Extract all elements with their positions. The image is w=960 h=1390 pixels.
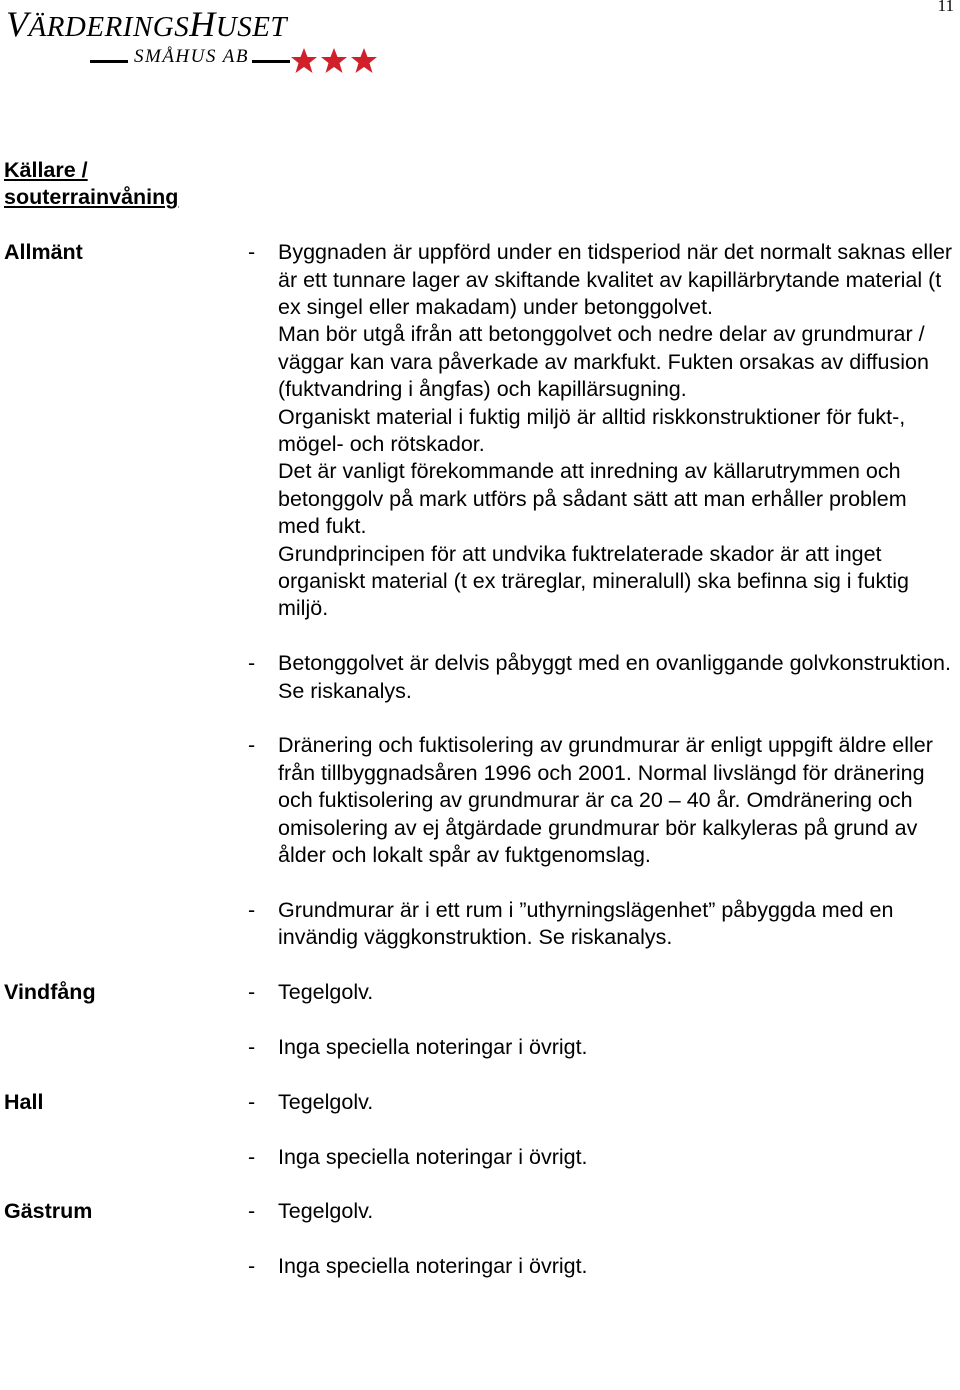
bullet-dash: - [248, 897, 256, 922]
star-icon [351, 48, 377, 73]
list-item [248, 650, 954, 705]
item-text [278, 1144, 588, 1171]
paragraph: Inga speciella noteringar i övrigt. [278, 1144, 588, 1169]
item-text [278, 1034, 588, 1061]
list-item [248, 1144, 954, 1171]
paragraph: Organiskt material i fuktig miljö är alltid riskkonstruktioner för fukt-, mögel- och rötskador. [278, 404, 906, 457]
section-3 [4, 1198, 954, 1280]
bullet-dash: - [248, 980, 256, 1005]
bullet-dash: - [248, 651, 256, 676]
section-heading: Källare / souterrainvåning [4, 158, 179, 210]
list-item [248, 979, 954, 1006]
logo-rule-right [252, 60, 290, 63]
paragraph: Tegelgolv. [278, 1199, 374, 1224]
item-text [278, 650, 954, 705]
section-1 [4, 979, 954, 1061]
item-text [278, 732, 954, 869]
bullet-dash: - [248, 1034, 256, 1059]
company-logo [6, 4, 386, 78]
bullet-dash: - [248, 1144, 256, 1169]
item-text [278, 897, 954, 952]
sections-list [4, 239, 954, 1280]
item-text [278, 239, 954, 623]
section-label: Hall [4, 1089, 44, 1114]
logo-subtitle: SMÅHUS AB [134, 46, 249, 67]
bullet-dash: - [248, 1089, 256, 1114]
list-item [248, 732, 954, 869]
list-item [248, 1034, 954, 1061]
logo-rule-left [90, 60, 128, 63]
logo-stars-icon [290, 46, 380, 76]
list-item [248, 1198, 954, 1225]
list-item [248, 897, 954, 952]
paragraph: Tegelgolv. [278, 980, 374, 1005]
paragraph: Grundprincipen för att undvika fuktrelaterade skador är att inget organiskt material (t ex träreglar, mineralull) ska befinna sig i fuktig miljö. [278, 541, 909, 621]
paragraph: Inga speciella noteringar i övrigt. [278, 1034, 588, 1059]
paragraph: Byggnaden är uppförd under en tidsperiod när det normalt saknas eller är ett tunnare lager av skiftande kvalitet av kapillärbrytande material (t ex singel eller makadam) under betonggolvet. [278, 240, 953, 320]
list-item [248, 1089, 954, 1116]
star-icon [321, 48, 347, 73]
section-body [248, 239, 954, 952]
section-body [248, 1198, 954, 1280]
paragraph: Dränering och fuktisolering av grundmurar är enligt uppgift äldre eller från tillbyggnadsåren 1996 och 2001. Normal livslängd för dränering och fuktisolering av grundmurar är ca 20 – 40 år. Omdränering och omisolering av ej åtgärdade grundmurar bör kalkyleras på grund av ålder och lokalt spår av fuktgenomslag. [278, 733, 933, 868]
item-text [278, 1198, 373, 1225]
item-text [278, 979, 373, 1006]
section-label: Gästrum [4, 1199, 93, 1224]
section-body [248, 1089, 954, 1171]
star-icon [291, 48, 317, 73]
bullet-dash: - [248, 733, 256, 758]
list-item [248, 1253, 954, 1280]
item-text [278, 1253, 588, 1280]
logo-title: VÄRDERINGSHUSET [6, 4, 288, 44]
paragraph: Tegelgolv. [278, 1089, 374, 1114]
paragraph: Inga speciella noteringar i övrigt. [278, 1254, 588, 1279]
bullet-dash: - [248, 240, 256, 265]
paragraph: Man bör utgå ifrån att betonggolvet och nedre delar av grundmurar / väggar kan vara påverkade av markfukt. Fukten orsakas av diffusion (fuktvandring i ångfas) och kapillärsugning. [278, 322, 929, 402]
page-number: 11 [937, 0, 954, 15]
section-label: Vindfång [4, 980, 96, 1005]
item-text [278, 1089, 373, 1116]
paragraph: Betonggolvet är delvis påbyggt med en ovanliggande golvkonstruktion. Se riskanalys. [278, 651, 951, 703]
bullet-dash: - [248, 1254, 256, 1279]
bullet-dash: - [248, 1199, 256, 1224]
section-0 [4, 239, 954, 952]
section-label: Allmänt [4, 240, 83, 265]
section-2 [4, 1089, 954, 1171]
paragraph: Grundmurar är i ett rum i ”uthyrningslägenhet” påbyggda med en invändig väggkonstruktion. Se riskanalys. [278, 897, 894, 950]
paragraph: Det är vanligt förekommande att inredning av källarutrymmen och betonggolv på mark utförs på sådant sätt att man erhåller problem med fukt. [278, 459, 907, 539]
document-content [4, 157, 954, 1308]
list-item [248, 239, 954, 623]
section-body [248, 979, 954, 1061]
